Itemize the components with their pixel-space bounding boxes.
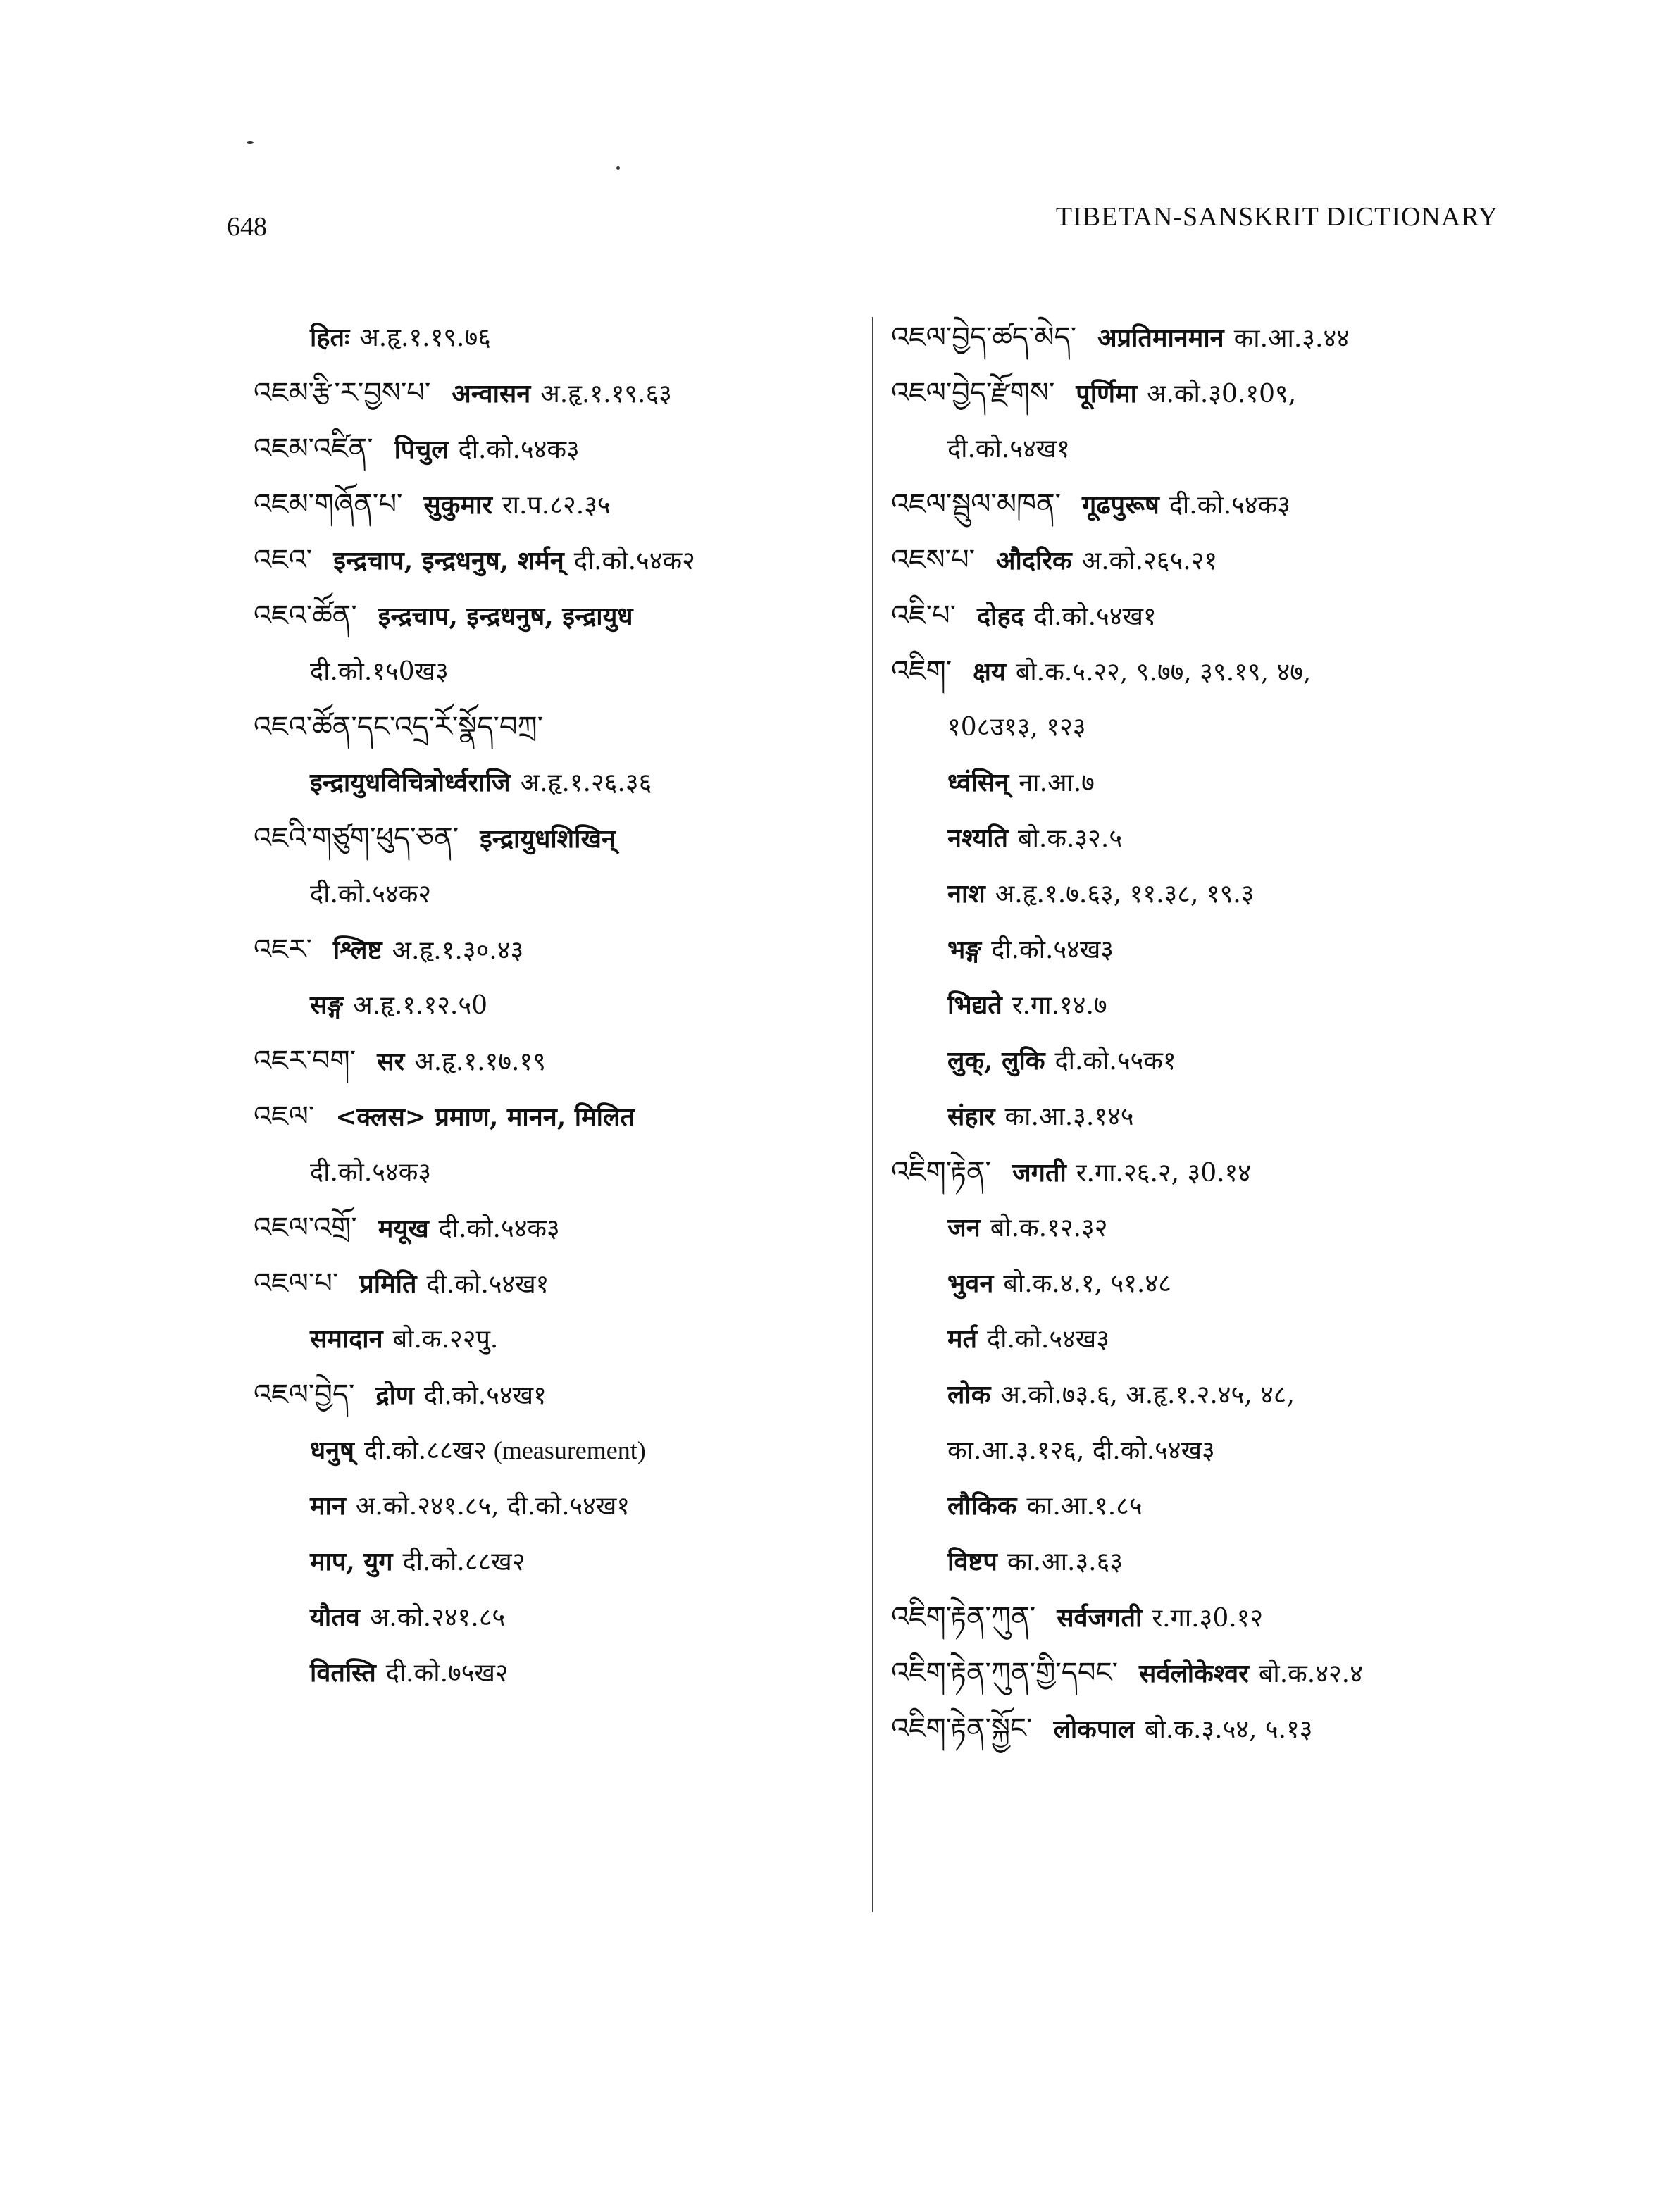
source-reference: अ.हृ.१.१९.७६ [359, 323, 491, 352]
source-reference: र.गा.१४.७ [1012, 991, 1107, 1020]
dictionary-entry-line [254, 1645, 838, 1701]
dictionary-entry-line [254, 1145, 838, 1200]
dictionary-entry-line [254, 1423, 838, 1478]
source-reference: का.आ.३.१४५ [1004, 1102, 1134, 1131]
sanskrit-equivalent: अन्वासन [452, 379, 531, 409]
sanskrit-equivalent: <क्लस> प्रमाण, मानन, मिलित [335, 1102, 635, 1132]
sanskrit-equivalent: पूर्णिमा [1076, 379, 1137, 409]
dictionary-entry-line [254, 1256, 838, 1312]
source-reference: दी.को.५४क३ [310, 1158, 432, 1187]
sanskrit-equivalent: भिद्यते [947, 990, 1002, 1020]
tibetan-headword: འཇལ་ [254, 1100, 315, 1133]
dictionary-entry-line [254, 533, 838, 588]
sanskrit-equivalent: ध्वंसिन् [947, 768, 1009, 797]
sanskrit-equivalent: समादान [310, 1324, 383, 1354]
dictionary-entry-line [891, 1312, 1525, 1367]
source-reference: रा.प.८२.३५ [502, 491, 611, 520]
source-reference: बो.क.४२.४ [1258, 1660, 1363, 1688]
scan-speck [247, 141, 254, 144]
tibetan-headword: འཇའ་ཚོན་དང་འདྲ་རོ་སྣོད་བཀྲ་ [254, 711, 544, 743]
dictionary-entry-line [254, 1312, 838, 1367]
source-reference: दी.को.५४ख१ [1033, 602, 1157, 631]
sanskrit-equivalent: सर्वजगती [1057, 1603, 1143, 1633]
dictionary-entry-line [254, 1033, 838, 1089]
source-reference: बो.क.३.५४, ५.१३ [1145, 1715, 1313, 1744]
sanskrit-equivalent: लुक्, लुकि [947, 1046, 1045, 1076]
dictionary-entry-line [891, 588, 1525, 644]
source-reference: अ.हृ.१.३०.४३ [392, 936, 524, 965]
source-reference: दी.को.५४क३ [438, 1214, 560, 1243]
sanskrit-equivalent: धनुष् [310, 1436, 354, 1465]
sanskrit-equivalent: प्रमिति [359, 1269, 417, 1299]
source-reference: दी.को.५५क१ [1054, 1047, 1176, 1076]
sanskrit-equivalent: इन्द्रायुधशिखिन् [480, 824, 616, 854]
dictionary-entry-line [254, 366, 838, 421]
dictionary-entry-line [891, 1145, 1525, 1200]
tibetan-headword: འཇི་པ་ [891, 599, 957, 632]
tibetan-headword: འཇིག་རྟེན་སྐྱོང་ [891, 1712, 1033, 1745]
source-reference: अ.को.२४१.८५ [369, 1603, 506, 1632]
dictionary-entry-line [254, 699, 838, 755]
source-reference: का.आ.१.८५ [1026, 1492, 1143, 1521]
source-reference: दी.को.५४क३ [458, 435, 580, 464]
source-reference: अ.को.२६५.२१ [1081, 547, 1218, 575]
tibetan-headword: འཇར་བག་ [254, 1045, 356, 1077]
sanskrit-equivalent: नाश [947, 879, 985, 909]
source-reference: दी.को.५४ख३ [991, 935, 1114, 964]
dictionary-entry-line [891, 533, 1525, 588]
dictionary-entry-line [891, 310, 1525, 366]
dictionary-entry-line [891, 644, 1525, 699]
dictionary-entry-line [891, 755, 1525, 811]
dictionary-entry-line [891, 866, 1525, 922]
sanskrit-equivalent: मयूख [378, 1214, 429, 1243]
sanskrit-equivalent: गूढपुरूष [1082, 490, 1159, 520]
entry-note: (measurement) [493, 1436, 646, 1464]
sanskrit-equivalent: क्षय [973, 657, 1006, 687]
source-reference: दी.को.७५ख२ [385, 1659, 509, 1688]
source-reference: दी.को.८८ख२ [402, 1548, 525, 1576]
right-column [891, 310, 1525, 1757]
tibetan-headword: འཇིག་ [891, 655, 952, 687]
dictionary-entry-line [891, 1478, 1525, 1534]
source-reference: दी.को.५४ख१ [423, 1381, 547, 1410]
dictionary-entry-line [254, 421, 838, 477]
dictionary-entry-line [891, 1089, 1525, 1145]
dictionary-entry-line [254, 1089, 838, 1145]
dictionary-entry-line [891, 1200, 1525, 1256]
tibetan-headword: འཇས་པ་ [891, 544, 976, 576]
tibetan-headword: འཇལ་བྱེད་རྫོགས་ [891, 377, 1055, 409]
source-reference: अ.को.७३.६, अ.हृ.१.२.४५, ४८, [1000, 1381, 1295, 1409]
dictionary-entry-line [254, 978, 838, 1033]
source-reference: बो.क.१२.३२ [990, 1214, 1108, 1243]
source-reference: दी.को.५४क३ [1169, 491, 1290, 520]
dictionary-entry-line [891, 1423, 1525, 1478]
tibetan-headword: འཇའ་ [254, 544, 313, 576]
dictionary-entry-line [891, 477, 1525, 533]
dictionary-entry-line [891, 978, 1525, 1033]
sanskrit-equivalent: मर्त [947, 1324, 978, 1354]
tibetan-headword: འཇར་ [254, 933, 312, 966]
tibetan-headword: འཇའི་གཙུག་ཕུད་ཅན་ [254, 822, 459, 854]
sanskrit-equivalent: इन्द्रचाप, इन्द्रधनुष, शर्मन् [333, 546, 564, 575]
sanskrit-equivalent: सङ्ग [310, 990, 344, 1020]
source-reference: का.आ.३.१२६, दी.को.५४ख३ [947, 1436, 1215, 1465]
source-reference: दी.को.५४क२ [310, 880, 432, 909]
tibetan-headword: འཇམ་འཛིན་ [254, 432, 373, 465]
source-reference: अ.हृ.१.२६.३६ [520, 768, 652, 797]
sanskrit-equivalent: संहार [947, 1102, 995, 1131]
dictionary-entry-line [254, 1590, 838, 1645]
sanskrit-equivalent: विष्टप [947, 1547, 997, 1576]
dictionary-entry-line [254, 477, 838, 533]
source-reference: अ.हृ.१.७.६३, ११.३८, १९.३ [995, 880, 1255, 909]
sanskrit-equivalent: लोक [947, 1380, 991, 1409]
source-reference: का.आ.३.६३ [1007, 1548, 1124, 1576]
dictionary-entry-line [891, 1033, 1525, 1089]
dictionary-entry-line [891, 1701, 1525, 1757]
sanskrit-equivalent: जगती [1012, 1158, 1066, 1188]
column-divider [872, 317, 873, 1912]
sanskrit-equivalent: दोहद [977, 602, 1024, 631]
running-title: TIBETAN-SANSKRIT DICTIONARY [1055, 202, 1498, 232]
sanskrit-equivalent: मान [310, 1491, 346, 1521]
source-reference: अ.हृ.१.१९.६३ [540, 380, 672, 409]
dictionary-entry-line [891, 811, 1525, 866]
source-reference: र.गा.३0.१२ [1152, 1604, 1264, 1633]
source-reference: र.गा.२६.२, ३0.१४ [1076, 1159, 1251, 1188]
sanskrit-equivalent: लौकिक [947, 1491, 1017, 1521]
dictionary-entry-line [891, 1534, 1525, 1590]
source-reference: बो.क.४.१, ५१.४८ [1003, 1269, 1171, 1298]
sanskrit-equivalent: इन्द्रायुधविचित्रोर्ध्वराजि [310, 768, 511, 797]
dictionary-entry-line [254, 1478, 838, 1534]
tibetan-headword: འཇིག་རྟེན་ཀུན་གྱི་དབང་ [891, 1657, 1119, 1689]
sanskrit-equivalent: भङ्ग [947, 935, 982, 964]
source-reference: १0८उ१३, १२३ [947, 713, 1086, 742]
sanskrit-equivalent: अप्रतिमानमान [1097, 323, 1224, 353]
dictionary-entry-line [254, 922, 838, 978]
sanskrit-equivalent: सर्वलोकेश्वर [1139, 1659, 1249, 1688]
sanskrit-equivalent: जन [947, 1213, 981, 1243]
dictionary-entry-line [254, 310, 838, 366]
source-reference: ना.आ.७ [1019, 768, 1095, 797]
dictionary-entry-line [891, 1590, 1525, 1645]
tibetan-headword: འཇའ་ཚོན་ [254, 599, 357, 632]
source-reference: दी.को.१५0ख३ [310, 657, 449, 686]
scan-speck [616, 166, 620, 170]
source-reference: बो.क.३२.५ [1018, 824, 1123, 853]
dictionary-entry-line [254, 866, 838, 922]
source-reference: बो.क.५.२२, ९.७७, ३९.१९, ४७, [1015, 658, 1312, 687]
dictionary-entry-line [891, 922, 1525, 978]
tibetan-headword: འཇལ་བྱེད་ [254, 1378, 355, 1411]
source-reference: दी.को.५४ख१ [426, 1270, 549, 1299]
tibetan-headword: འཇིག་རྟེན་ཀུན་ [891, 1601, 1036, 1633]
tibetan-headword: འཇམ་རྩི་ར་བྱས་པ་ [254, 377, 431, 409]
source-reference: दी.को.५४क२ [573, 547, 695, 575]
dictionary-entry-line [254, 811, 838, 866]
tibetan-headword: འཇམ་གཞོན་པ་ [254, 488, 403, 521]
sanskrit-equivalent: लोकपाल [1053, 1714, 1135, 1744]
sanskrit-equivalent: माप, युग [310, 1547, 393, 1576]
dictionary-entry-line [254, 1534, 838, 1590]
tibetan-headword: འཇིག་རྟེན་ [891, 1156, 991, 1188]
source-reference: दी.को.८८ख२ [363, 1436, 487, 1465]
page-number: 648 [227, 212, 267, 242]
source-reference: अ.को.३0.१0९, [1146, 380, 1297, 409]
source-reference: अ.हृ.१.१२.५0 [353, 991, 487, 1020]
left-column [254, 310, 838, 1701]
sanskrit-equivalent: हितः [310, 323, 350, 352]
dictionary-entry-line [254, 755, 838, 811]
sanskrit-equivalent: भुवन [947, 1269, 994, 1298]
source-reference: दी.को.५४ख१ [947, 435, 1070, 463]
source-reference: का.आ.३.४४ [1233, 324, 1350, 353]
sanskrit-equivalent: पिचुल [394, 435, 449, 464]
source-reference: अ.हृ.१.१७.१९ [414, 1047, 546, 1076]
source-reference: अ.को.२४१.८५, दी.को.५४ख१ [355, 1492, 630, 1521]
sanskrit-equivalent: श्लिष्ट [332, 935, 382, 965]
sanskrit-equivalent: वितस्ति [310, 1658, 376, 1688]
sanskrit-equivalent: सर [377, 1047, 405, 1076]
dictionary-entry-line [254, 1367, 838, 1423]
dictionary-entry-line [891, 1256, 1525, 1312]
dictionary-entry-line [891, 699, 1525, 755]
tibetan-headword: འཇལ་བྱེད་ཚད་མེད་ [891, 321, 1077, 354]
dictionary-entry-line [891, 366, 1525, 421]
tibetan-headword: འཇལ་སྦུལ་མཁན་ [891, 488, 1062, 521]
dictionary-entry-line [254, 644, 838, 699]
dictionary-entry-line [254, 588, 838, 644]
dictionary-entry-line [891, 1367, 1525, 1423]
dictionary-entry-line [891, 421, 1525, 477]
dictionary-entry-line [254, 1200, 838, 1256]
sanskrit-equivalent: द्रोण [375, 1381, 414, 1410]
sanskrit-equivalent: इन्द्रचाप, इन्द्रधनुष, इन्द्रायुध [378, 602, 633, 631]
sanskrit-equivalent: औदरिक [996, 546, 1072, 575]
tibetan-headword: འཇལ་པ་ [254, 1267, 339, 1300]
dictionary-entry-line [891, 1645, 1525, 1701]
tibetan-headword: འཇལ་འགྲོ་ [254, 1212, 357, 1244]
sanskrit-equivalent: यौतव [310, 1602, 360, 1632]
sanskrit-equivalent: सुकुमार [423, 490, 492, 520]
source-reference: दी.को.५४ख३ [987, 1325, 1109, 1354]
sanskrit-equivalent: नश्यति [947, 823, 1009, 853]
source-reference: बो.क.२२पु. [392, 1325, 499, 1354]
